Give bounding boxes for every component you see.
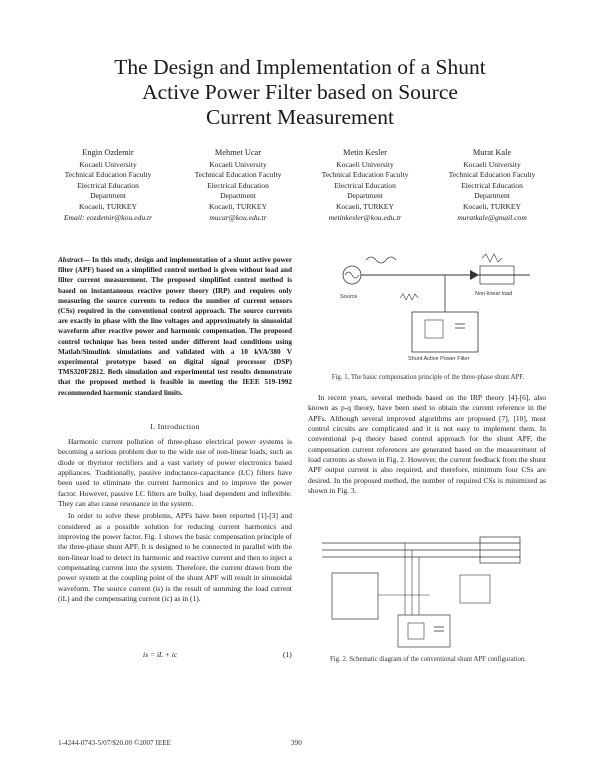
fig1-apf-label: Shunt Active Power Filter (408, 356, 470, 362)
author-affiliation: Kocaeli University (336, 159, 394, 169)
author-name: Metin Kesler (343, 148, 387, 157)
author-block-2 (173, 148, 303, 223)
author-city: Kocaeli, TURKEY (335, 201, 395, 211)
controller-block (332, 573, 378, 619)
introduction-body (58, 437, 292, 607)
figure-2-diagram (310, 535, 540, 653)
equation-number: (1) (283, 650, 292, 659)
author-email[interactable]: Email: eozdemir@kou.edu.tr (63, 212, 153, 222)
inverter-switch (408, 623, 424, 639)
author-email[interactable]: metinkesler@kou.edu.tr (328, 212, 402, 222)
author-affiliation: Kocaeli University (79, 159, 137, 169)
copyright-footer: 1-4244-0743-5/07/$20.00 ©2007 IEEE (58, 739, 172, 747)
figure-1-diagram (330, 250, 550, 370)
author-affiliation: Kocaeli University (209, 159, 267, 169)
author-email[interactable]: mucar@kou.edu.tr (209, 212, 267, 222)
abstract (58, 255, 292, 398)
right-column-body (308, 393, 546, 498)
current-sensor-block (460, 575, 490, 603)
author-block-4 (427, 148, 557, 223)
author-dept: Electrical Education (77, 180, 139, 190)
abstract-label: Abstract— (58, 256, 90, 264)
title-line-1: The Design and Implementation of a Shunt (114, 55, 486, 79)
paper-title (60, 55, 540, 130)
author-name: Mehmet Ucar (214, 148, 262, 157)
apf-box (412, 312, 478, 352)
load-diode (470, 270, 479, 280)
author-email[interactable]: muratkale@gmail.com (457, 212, 527, 222)
author-block-3 (300, 148, 430, 223)
load-waveform (482, 254, 502, 262)
title-line-3: Current Measurement (205, 105, 395, 129)
author-faculty: Technical Education Faculty (64, 170, 152, 180)
author-dept2: Department (347, 191, 383, 201)
author-faculty: Technical Education Faculty (448, 170, 536, 180)
equation: is = iL + ic (143, 650, 178, 659)
paragraph: In recent years, several methods based on the IRP theory [4]-[6], also known as p-q theory, have been used to obtain the current reference in the APFs. Although several improved algorithms are proposed [7], [10], most control circuits are complicated and it is not easy to implement them. In conventional p-q theory based control approach for the shunt APF, the compensation current references are generated based on the measurement of load currents as shown in Fig. 2. However, the current feedback from the shunt APF output current is also required, and therefore, minimum four CSs are desired. In the proposed method, the number of required CSs is minimized as shown in Fig. 3. (308, 393, 546, 496)
page-number: 390 (291, 739, 302, 747)
ripple-waveform (400, 294, 418, 300)
author-dept: Electrical Education (461, 180, 523, 190)
section-heading-introduction: I. Introduction (150, 422, 200, 431)
author-dept2: Department (220, 191, 256, 201)
author-faculty: Technical Education Faculty (321, 170, 409, 180)
figure-1-caption: Fig. 1. The basic compensation principle of the three-phase shunt APF. (331, 374, 525, 381)
author-dept: Electrical Education (334, 180, 396, 190)
fig1-load-label: Non-linear load (475, 291, 513, 297)
paragraph: In order to solve these problems, APFs have been reported [1]-[3] and considered as a possible solution for reducing current harmonics and improving the power factor. Fig. 1 shows the basic compensation principle of the three-phase shunt APF. It is designed to be connected in parallel with the non-linear load to detect its harmonic and reactive current and then to inject a compensating current into the system. Therefore, the current drawn from the power system at the coupling point of the shunt APF will result in sinusoidal waveform. The source current (is) is the result of summing the load current (iL) and the compensating current (ic) as in (1). (58, 511, 292, 604)
author-block-1 (43, 148, 173, 223)
author-name: Engin Ozdemir (82, 148, 134, 157)
author-dept2: Department (474, 191, 510, 201)
title-line-2: Active Power Filter based on Source (142, 80, 458, 104)
figure-2-caption: Fig. 2. Schematic diagram of the conventional shunt APF configuration. (330, 656, 526, 663)
author-dept: Electrical Education (207, 180, 269, 190)
paragraph: Harmonic current pollution of three-phase electrical power systems is becoming a serious problem due to the wide use of non-linear loads, such as diode or thyristor rectifiers and a vast variety of power electronics based appliances. Traditionally, passive inductance-capacitance (LC) filters have been used to eliminate the current harmonics and to improve the power factor. However, passive LC filters are bulky, load dependent and inflexible. They can also cause resonance in the system. (58, 437, 292, 509)
apf-switch (425, 320, 443, 338)
author-city: Kocaeli, TURKEY (462, 201, 522, 211)
source-waveform (366, 257, 396, 263)
author-city: Kocaeli, TURKEY (78, 201, 138, 211)
source-sine (345, 272, 359, 278)
author-dept2: Department (90, 191, 126, 201)
abstract-text: In this study, design and implementation of a shunt active power filter (APF) based on a simplified control method is given without load and filter current measurement. The proposed simplified control method is based on instantaneous reactive power theory (IRP) and requires only measuring the source currents to reduce the number of current sensors (CSs) required in the conventional control approach. The source currents are exactly in phase with the line voltages and approximately in sinusoidal waveform after reactive power and harmonic compensation. The proposed control technique has been tested under different load conditions using Matlab/Simulink simulations and validated with a 10 kVA/380 V experimental prototype based on digital signal processor (DSP) TMS320F2812. Both simulation and experimental test results demonstrate that the proposed method is feasible in meeting the IEEE 519-1992 recommended harmonic standard limits. (58, 256, 293, 397)
author-faculty: Technical Education Faculty (194, 170, 282, 180)
fig1-source-label: Source (340, 294, 358, 300)
author-city: Kocaeli, TURKEY (208, 201, 268, 211)
author-affiliation: Kocaeli University (463, 159, 521, 169)
author-name: Murat Kale (472, 148, 512, 157)
